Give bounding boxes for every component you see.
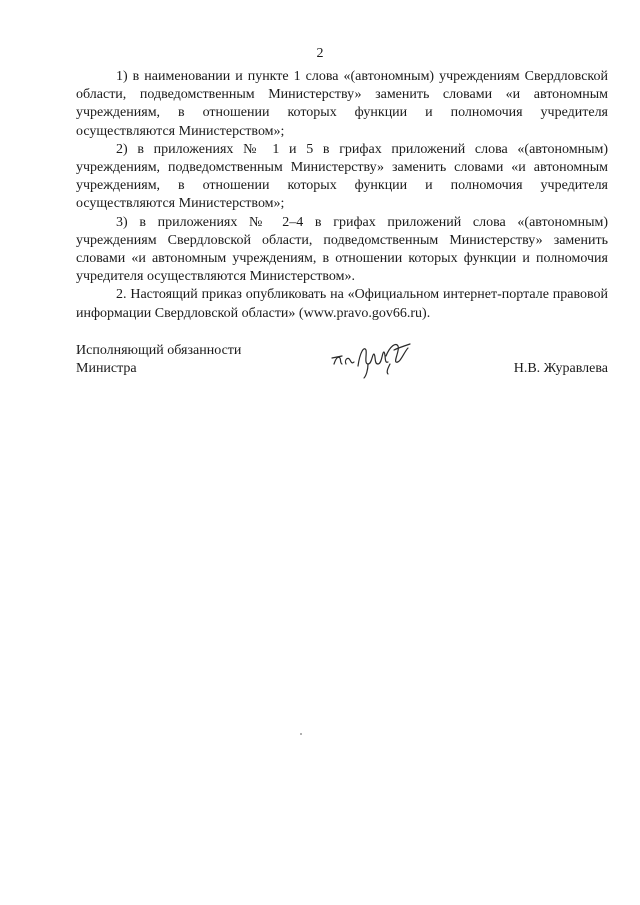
signer-name: Н.В. Журавлева bbox=[513, 361, 608, 376]
page-number: 2 bbox=[316, 46, 324, 61]
signer-title-line2: Министра bbox=[76, 361, 137, 376]
signature-block bbox=[76, 342, 608, 382]
amendment-paragraph-3: 3) в приложениях № 2–4 в грифах приложений слова «(автономным) учреждениям Свердловской области, подведомственным Министерству» заменить словами «и автономным учреждениям, в отношении которых функции и полномочия учредителя осуществляются Министерством». bbox=[76, 214, 608, 285]
amendment-paragraph-1: 1) в наименовании и пункте 1 слова «(автономным) учреждениям Свердловской области, подведомственным Министерству» заменить словами «и автономным учреждениям, в отношении которых функции и полномочия учредителя осуществляются Министерством»; bbox=[76, 69, 608, 139]
signer-title-line1: Исполняющий обязанности bbox=[76, 343, 242, 358]
signer-title bbox=[76, 342, 241, 378]
amendment-paragraph-2: 2) в приложениях № 1 и 5 в грифах приложений слова «(автономным) учреждениям, подведомственным Министерству» заменить словами «и автономным учреждениям, в отношении которых функции и полномочия учредителя осуществляются Министерством»; bbox=[76, 141, 608, 212]
scan-speck bbox=[300, 733, 302, 735]
publication-paragraph: 2. Настоящий приказ опубликовать на «Официальном интернет-портале правовой информации Свердловской области» (www.pravo.gov66.ru). bbox=[76, 287, 608, 321]
handwritten-signature bbox=[328, 334, 428, 380]
document-body bbox=[76, 68, 608, 323]
